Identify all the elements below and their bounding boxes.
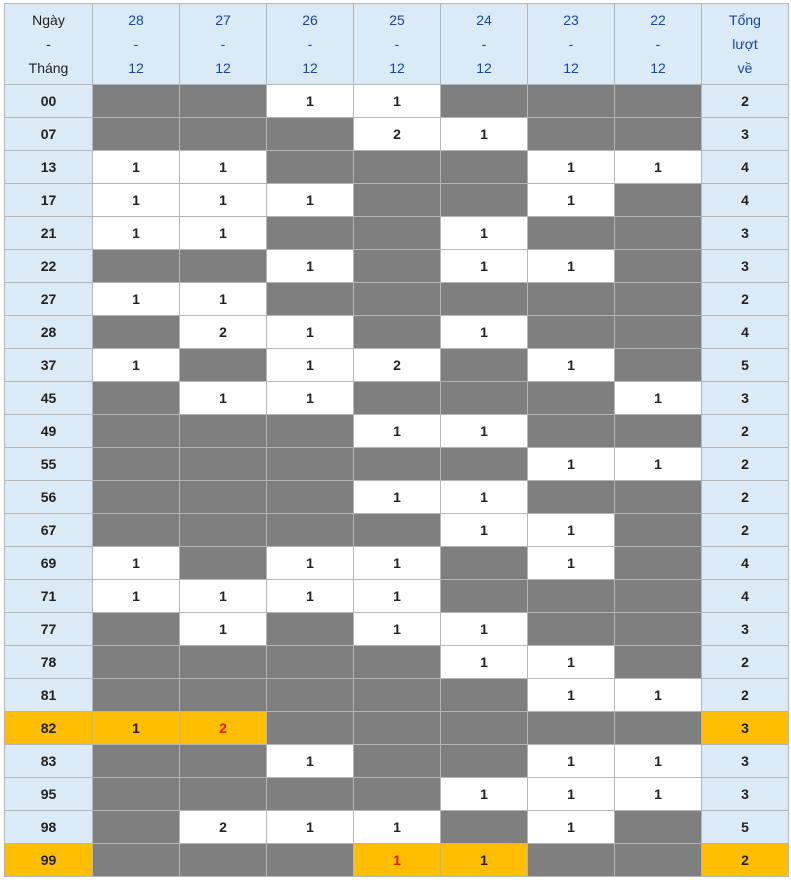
total-cell: 2 bbox=[702, 646, 789, 679]
row-number: 67 bbox=[5, 514, 93, 547]
empty-cell bbox=[267, 481, 354, 514]
row-number: 28 bbox=[5, 316, 93, 349]
table-row bbox=[5, 448, 789, 481]
count-cell: 1 bbox=[267, 349, 354, 382]
empty-cell bbox=[615, 283, 702, 316]
header-date-25-12 bbox=[354, 4, 441, 85]
empty-cell bbox=[354, 514, 441, 547]
count-cell: 1 bbox=[441, 217, 528, 250]
empty-cell bbox=[354, 250, 441, 283]
empty-cell bbox=[441, 811, 528, 844]
empty-cell bbox=[180, 514, 267, 547]
count-cell: 1 bbox=[528, 151, 615, 184]
total-cell: 5 bbox=[702, 349, 789, 382]
empty-cell bbox=[441, 151, 528, 184]
total-cell: 3 bbox=[702, 250, 789, 283]
empty-cell bbox=[528, 712, 615, 745]
total-cell: 4 bbox=[702, 151, 789, 184]
empty-cell bbox=[180, 415, 267, 448]
total-cell: 4 bbox=[702, 184, 789, 217]
table-row bbox=[5, 745, 789, 778]
empty-cell bbox=[528, 118, 615, 151]
row-number: 81 bbox=[5, 679, 93, 712]
table-row bbox=[5, 481, 789, 514]
empty-cell bbox=[93, 811, 180, 844]
empty-cell bbox=[354, 217, 441, 250]
total-cell: 3 bbox=[702, 712, 789, 745]
empty-cell bbox=[267, 514, 354, 547]
empty-cell bbox=[615, 184, 702, 217]
empty-cell bbox=[615, 316, 702, 349]
empty-cell bbox=[528, 316, 615, 349]
total-cell: 2 bbox=[702, 514, 789, 547]
empty-cell bbox=[180, 646, 267, 679]
row-number: 82 bbox=[5, 712, 93, 745]
table-row bbox=[5, 151, 789, 184]
table-row bbox=[5, 349, 789, 382]
empty-cell bbox=[267, 712, 354, 745]
count-cell: 1 bbox=[528, 547, 615, 580]
total-cell: 4 bbox=[702, 316, 789, 349]
empty-cell bbox=[441, 382, 528, 415]
header-date-22-12 bbox=[615, 4, 702, 85]
count-cell: 1 bbox=[93, 283, 180, 316]
count-cell: 1 bbox=[441, 613, 528, 646]
empty-cell bbox=[93, 844, 180, 877]
row-number: 37 bbox=[5, 349, 93, 382]
header-row bbox=[5, 4, 789, 85]
empty-cell bbox=[528, 481, 615, 514]
empty-cell bbox=[267, 613, 354, 646]
empty-cell bbox=[93, 745, 180, 778]
empty-cell bbox=[528, 415, 615, 448]
count-cell: 1 bbox=[441, 415, 528, 448]
count-cell: 1 bbox=[528, 448, 615, 481]
date-sep: - bbox=[568, 36, 574, 52]
count-cell: 1 bbox=[93, 580, 180, 613]
row-number: 83 bbox=[5, 745, 93, 778]
count-cell: 1 bbox=[441, 778, 528, 811]
row-number: 95 bbox=[5, 778, 93, 811]
total-cell: 2 bbox=[702, 481, 789, 514]
count-cell: 1 bbox=[354, 811, 441, 844]
table-row bbox=[5, 811, 789, 844]
total-cell: 2 bbox=[702, 679, 789, 712]
count-cell: 1 bbox=[180, 580, 267, 613]
row-number: 56 bbox=[5, 481, 93, 514]
count-cell: 1 bbox=[615, 679, 702, 712]
row-number: 45 bbox=[5, 382, 93, 415]
empty-cell bbox=[180, 844, 267, 877]
empty-cell bbox=[615, 844, 702, 877]
table-row bbox=[5, 547, 789, 580]
header-date-month bbox=[5, 4, 93, 85]
row-number: 98 bbox=[5, 811, 93, 844]
date-sep: - bbox=[481, 36, 487, 52]
frequency-table bbox=[4, 3, 789, 877]
header-total bbox=[702, 4, 789, 85]
count-cell: 1 bbox=[441, 118, 528, 151]
count-cell: 1 bbox=[615, 151, 702, 184]
header-date-24-12 bbox=[441, 4, 528, 85]
empty-cell bbox=[93, 679, 180, 712]
empty-cell bbox=[267, 283, 354, 316]
date-month: 12 bbox=[302, 60, 318, 76]
count-cell: 1 bbox=[354, 547, 441, 580]
empty-cell bbox=[615, 580, 702, 613]
empty-cell bbox=[267, 151, 354, 184]
empty-cell bbox=[441, 283, 528, 316]
empty-cell bbox=[528, 85, 615, 118]
date-month: 12 bbox=[128, 60, 144, 76]
date-sep: - bbox=[394, 36, 400, 52]
row-number: 77 bbox=[5, 613, 93, 646]
row-number: 49 bbox=[5, 415, 93, 448]
empty-cell bbox=[354, 745, 441, 778]
count-cell: 1 bbox=[354, 844, 441, 877]
total-cell: 4 bbox=[702, 547, 789, 580]
count-cell: 1 bbox=[528, 745, 615, 778]
date-day: 23 bbox=[563, 12, 579, 28]
count-cell: 1 bbox=[267, 316, 354, 349]
date-sep: - bbox=[133, 36, 139, 52]
empty-cell bbox=[93, 778, 180, 811]
date-month: 12 bbox=[389, 60, 405, 76]
header-line: - bbox=[46, 36, 51, 52]
empty-cell bbox=[615, 118, 702, 151]
count-cell: 1 bbox=[441, 844, 528, 877]
count-cell: 1 bbox=[441, 481, 528, 514]
count-cell: 1 bbox=[180, 382, 267, 415]
empty-cell bbox=[528, 283, 615, 316]
row-number: 55 bbox=[5, 448, 93, 481]
count-cell: 1 bbox=[441, 646, 528, 679]
empty-cell bbox=[615, 514, 702, 547]
date-day: 27 bbox=[215, 12, 231, 28]
empty-cell bbox=[441, 448, 528, 481]
empty-cell bbox=[528, 580, 615, 613]
empty-cell bbox=[93, 481, 180, 514]
count-cell: 1 bbox=[267, 811, 354, 844]
table-row bbox=[5, 283, 789, 316]
empty-cell bbox=[615, 250, 702, 283]
empty-cell bbox=[615, 481, 702, 514]
count-cell: 1 bbox=[354, 613, 441, 646]
count-cell: 1 bbox=[93, 184, 180, 217]
date-sep: - bbox=[307, 36, 313, 52]
count-cell: 1 bbox=[180, 283, 267, 316]
count-cell: 2 bbox=[180, 811, 267, 844]
header-line: Ngày bbox=[32, 12, 65, 28]
empty-cell bbox=[180, 547, 267, 580]
empty-cell bbox=[93, 646, 180, 679]
header-date-26-12 bbox=[267, 4, 354, 85]
table-row bbox=[5, 712, 789, 745]
empty-cell bbox=[93, 250, 180, 283]
empty-cell bbox=[615, 646, 702, 679]
row-number: 13 bbox=[5, 151, 93, 184]
date-sep: - bbox=[220, 36, 226, 52]
count-cell: 1 bbox=[528, 646, 615, 679]
table-row bbox=[5, 580, 789, 613]
total-cell: 4 bbox=[702, 580, 789, 613]
count-cell: 1 bbox=[528, 349, 615, 382]
count-cell: 1 bbox=[267, 547, 354, 580]
date-month: 12 bbox=[215, 60, 231, 76]
date-day: 24 bbox=[476, 12, 492, 28]
count-cell: 1 bbox=[354, 481, 441, 514]
empty-cell bbox=[441, 85, 528, 118]
empty-cell bbox=[528, 613, 615, 646]
count-cell: 1 bbox=[267, 85, 354, 118]
count-cell: 1 bbox=[354, 415, 441, 448]
count-cell: 1 bbox=[528, 514, 615, 547]
count-cell: 1 bbox=[93, 151, 180, 184]
empty-cell bbox=[441, 745, 528, 778]
total-cell: 3 bbox=[702, 217, 789, 250]
empty-cell bbox=[615, 811, 702, 844]
row-number: 71 bbox=[5, 580, 93, 613]
count-cell: 1 bbox=[180, 217, 267, 250]
empty-cell bbox=[180, 250, 267, 283]
table-row bbox=[5, 514, 789, 547]
empty-cell bbox=[354, 448, 441, 481]
date-sep: - bbox=[655, 36, 661, 52]
count-cell: 1 bbox=[93, 712, 180, 745]
table-row bbox=[5, 778, 789, 811]
row-number: 27 bbox=[5, 283, 93, 316]
empty-cell bbox=[441, 679, 528, 712]
empty-cell bbox=[354, 283, 441, 316]
empty-cell bbox=[354, 151, 441, 184]
total-cell: 2 bbox=[702, 85, 789, 118]
count-cell: 1 bbox=[93, 217, 180, 250]
table-row bbox=[5, 118, 789, 151]
empty-cell bbox=[528, 382, 615, 415]
empty-cell bbox=[441, 184, 528, 217]
count-cell: 1 bbox=[180, 184, 267, 217]
total-cell: 2 bbox=[702, 283, 789, 316]
empty-cell bbox=[615, 85, 702, 118]
empty-cell bbox=[93, 85, 180, 118]
table-row bbox=[5, 844, 789, 877]
empty-cell bbox=[93, 316, 180, 349]
empty-cell bbox=[354, 778, 441, 811]
date-month: 12 bbox=[476, 60, 492, 76]
table-row bbox=[5, 217, 789, 250]
count-cell: 1 bbox=[615, 382, 702, 415]
total-cell: 3 bbox=[702, 613, 789, 646]
total-cell: 3 bbox=[702, 778, 789, 811]
empty-cell bbox=[441, 547, 528, 580]
total-cell: 2 bbox=[702, 448, 789, 481]
empty-cell bbox=[93, 118, 180, 151]
header-date-27-12 bbox=[180, 4, 267, 85]
empty-cell bbox=[180, 349, 267, 382]
empty-cell bbox=[93, 382, 180, 415]
count-cell: 1 bbox=[180, 613, 267, 646]
header-line: về bbox=[737, 60, 753, 76]
empty-cell bbox=[180, 448, 267, 481]
header-line: lượt bbox=[732, 36, 758, 52]
count-cell: 2 bbox=[180, 316, 267, 349]
empty-cell bbox=[267, 679, 354, 712]
count-cell: 2 bbox=[180, 712, 267, 745]
count-cell: 1 bbox=[528, 184, 615, 217]
empty-cell bbox=[528, 217, 615, 250]
row-number: 78 bbox=[5, 646, 93, 679]
empty-cell bbox=[267, 844, 354, 877]
table-row bbox=[5, 679, 789, 712]
empty-cell bbox=[354, 382, 441, 415]
date-day: 26 bbox=[302, 12, 318, 28]
count-cell: 1 bbox=[267, 250, 354, 283]
empty-cell bbox=[354, 712, 441, 745]
row-number: 69 bbox=[5, 547, 93, 580]
empty-cell bbox=[441, 349, 528, 382]
empty-cell bbox=[267, 118, 354, 151]
count-cell: 1 bbox=[441, 514, 528, 547]
row-number: 00 bbox=[5, 85, 93, 118]
count-cell: 1 bbox=[528, 679, 615, 712]
table-row bbox=[5, 184, 789, 217]
total-cell: 2 bbox=[702, 415, 789, 448]
empty-cell bbox=[615, 547, 702, 580]
empty-cell bbox=[267, 415, 354, 448]
header-line: Tháng bbox=[28, 60, 69, 76]
empty-cell bbox=[354, 316, 441, 349]
table-row bbox=[5, 646, 789, 679]
header-date-28-12 bbox=[93, 4, 180, 85]
count-cell: 2 bbox=[354, 349, 441, 382]
empty-cell bbox=[615, 613, 702, 646]
count-cell: 1 bbox=[615, 745, 702, 778]
count-cell: 1 bbox=[528, 811, 615, 844]
date-month: 12 bbox=[650, 60, 666, 76]
table-row bbox=[5, 415, 789, 448]
count-cell: 1 bbox=[528, 250, 615, 283]
empty-cell bbox=[528, 844, 615, 877]
empty-cell bbox=[93, 448, 180, 481]
row-number: 99 bbox=[5, 844, 93, 877]
empty-cell bbox=[267, 217, 354, 250]
empty-cell bbox=[93, 415, 180, 448]
total-cell: 3 bbox=[702, 745, 789, 778]
empty-cell bbox=[93, 514, 180, 547]
count-cell: 1 bbox=[615, 448, 702, 481]
total-cell: 2 bbox=[702, 844, 789, 877]
empty-cell bbox=[267, 778, 354, 811]
empty-cell bbox=[441, 712, 528, 745]
table-row bbox=[5, 382, 789, 415]
empty-cell bbox=[615, 217, 702, 250]
row-number: 21 bbox=[5, 217, 93, 250]
date-day: 28 bbox=[128, 12, 144, 28]
table-row bbox=[5, 316, 789, 349]
row-number: 07 bbox=[5, 118, 93, 151]
count-cell: 1 bbox=[441, 316, 528, 349]
count-cell: 1 bbox=[267, 382, 354, 415]
row-number: 17 bbox=[5, 184, 93, 217]
count-cell: 1 bbox=[354, 580, 441, 613]
empty-cell bbox=[180, 118, 267, 151]
empty-cell bbox=[615, 712, 702, 745]
empty-cell bbox=[267, 448, 354, 481]
total-cell: 5 bbox=[702, 811, 789, 844]
table-row bbox=[5, 85, 789, 118]
empty-cell bbox=[441, 580, 528, 613]
count-cell: 1 bbox=[615, 778, 702, 811]
empty-cell bbox=[180, 481, 267, 514]
date-day: 22 bbox=[650, 12, 666, 28]
empty-cell bbox=[180, 745, 267, 778]
table-body bbox=[5, 85, 789, 877]
empty-cell bbox=[615, 349, 702, 382]
count-cell: 1 bbox=[267, 580, 354, 613]
date-month: 12 bbox=[563, 60, 579, 76]
count-cell: 1 bbox=[528, 778, 615, 811]
count-cell: 1 bbox=[93, 349, 180, 382]
count-cell: 1 bbox=[180, 151, 267, 184]
count-cell: 1 bbox=[267, 745, 354, 778]
empty-cell bbox=[180, 85, 267, 118]
count-cell: 2 bbox=[354, 118, 441, 151]
row-number: 22 bbox=[5, 250, 93, 283]
empty-cell bbox=[180, 679, 267, 712]
table-row bbox=[5, 250, 789, 283]
empty-cell bbox=[354, 679, 441, 712]
empty-cell bbox=[615, 415, 702, 448]
empty-cell bbox=[354, 184, 441, 217]
empty-cell bbox=[354, 646, 441, 679]
empty-cell bbox=[180, 778, 267, 811]
empty-cell bbox=[267, 646, 354, 679]
count-cell: 1 bbox=[354, 85, 441, 118]
count-cell: 1 bbox=[267, 184, 354, 217]
total-cell: 3 bbox=[702, 118, 789, 151]
count-cell: 1 bbox=[93, 547, 180, 580]
empty-cell bbox=[93, 613, 180, 646]
table-row bbox=[5, 613, 789, 646]
total-cell: 3 bbox=[702, 382, 789, 415]
count-cell: 1 bbox=[441, 250, 528, 283]
header-line: Tổng bbox=[729, 12, 761, 28]
date-day: 25 bbox=[389, 12, 405, 28]
header-date-23-12 bbox=[528, 4, 615, 85]
